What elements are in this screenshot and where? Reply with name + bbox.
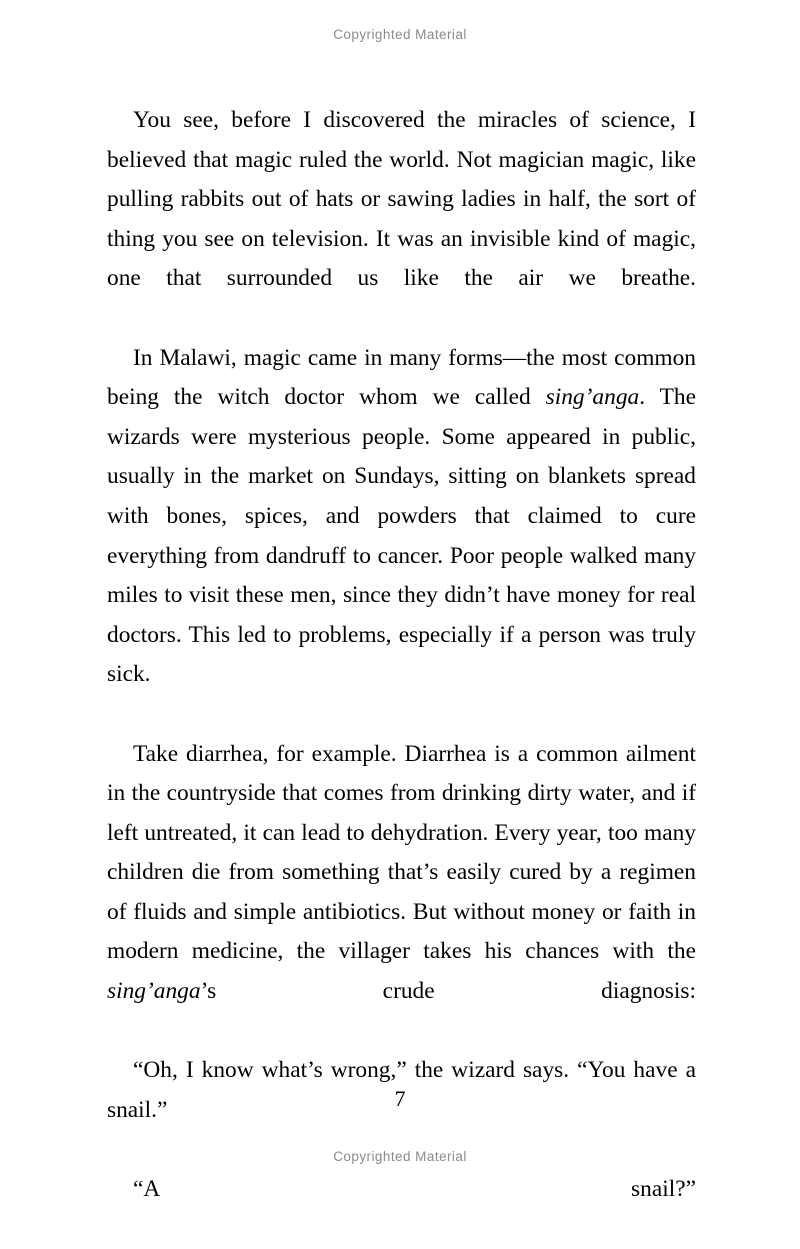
- body-paragraph-snail-question: “A snail?”: [133, 1176, 696, 1203]
- body-paragraph-malawi-wizards: [107, 339, 696, 735]
- paragraph-tail-text: . The wizards were mysterious people. Some appeared in public, usually in the market on Sundays, sitting on blankets spread with bones, spices, and powders that claimed to cure everything from dandruff to cancer. Poor people walked many miles to visit these men, since they didn’t have money for real doctors. This led to problems, especially if a person was truly sick.: [107, 384, 696, 688]
- italic-term-singanga: sing’anga: [545, 384, 640, 411]
- running-foot-copyright-notice: Copyrighted Material: [333, 1149, 467, 1164]
- body-paragraph-wizard-dialogue: “Oh, I know what’s wrong,” the wizard says. “You have a snail.”: [107, 1057, 696, 1123]
- paragraph-tail-text: ’s crude diagnosis:: [200, 978, 696, 1005]
- body-text-column: [107, 101, 696, 1249]
- body-paragraph-magic-belief: You see, before I discovered the miracles of science, I believed that magic ruled the world. Not magician magic, like pulling rabbits out of hats or sawing ladies in half, the sort of thing you see on television. It was an invisible kind of magic, one that surrounded us like the air we breathe.: [107, 107, 696, 292]
- running-head-copyright-notice: Copyrighted Material: [333, 27, 467, 42]
- paragraph-lead-text: Take diarrhea, for example. Diarrhea is a common ailment in the countryside that comes from drinking dirty water, and if left untreated, it can lead to dehydration. Every year, too many children die from something that’s easily cured by a regimen of fluids and simple antibiotics. But without money or faith in modern medicine, the villager takes his chances with the: [107, 740, 696, 965]
- paragraph-lead-text: In Malawi, magic came in many forms—the most common being the witch doctor whom we called: [107, 344, 696, 411]
- italic-term-singanga: sing’anga: [107, 978, 201, 1005]
- body-paragraph-diarrhea: [107, 735, 696, 1052]
- page-number: 7: [394, 1086, 406, 1111]
